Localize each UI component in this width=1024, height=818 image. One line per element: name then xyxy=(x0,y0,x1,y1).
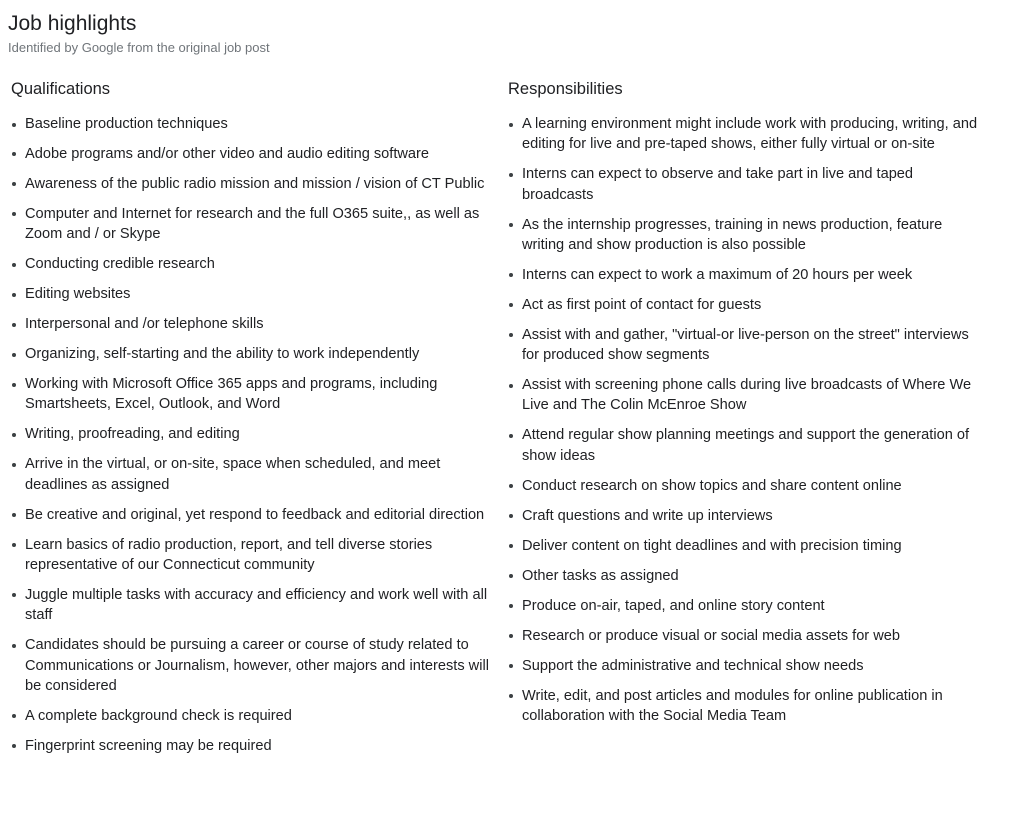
responsibilities-heading: Responsibilities xyxy=(508,80,623,98)
qualification-item: Candidates should be pursuing a career or course of study related to Communications or Journalism, however, other majors and interests will be considered xyxy=(11,635,491,696)
qualification-item: A complete background check is required xyxy=(11,706,491,726)
qualifications-heading: Qualifications xyxy=(11,80,111,98)
qualification-item: Adobe programs and/or other video and audio editing software xyxy=(11,144,491,164)
responsibility-item: Support the administrative and technical show needs xyxy=(508,656,988,676)
qualification-item: Organizing, self-starting and the ability to work independently xyxy=(11,344,491,364)
responsibility-item: Other tasks as assigned xyxy=(508,566,988,586)
responsibility-item: Write, edit, and post articles and modules for online publication in collaboration with the Social Media Team xyxy=(508,686,988,727)
page-title: Job highlights xyxy=(8,12,137,35)
qualification-item: Editing websites xyxy=(11,284,491,304)
responsibility-item: Interns can expect to observe and take part in live and taped broadcasts xyxy=(508,164,988,205)
responsibility-item: Act as first point of contact for guests xyxy=(508,295,988,315)
responsibility-item: Assist with screening phone calls during live broadcasts of Where We Live and The Colin McEnroe Show xyxy=(508,375,988,416)
responsibility-item: A learning environment might include work with producing, writing, and editing for live and pre-taped shows, either fully virtual or on-site xyxy=(508,114,988,155)
qualification-item: Awareness of the public radio mission and mission / vision of CT Public xyxy=(11,174,491,194)
page-subtitle: Identified by Google from the original job post xyxy=(8,40,270,55)
qualification-item: Fingerprint screening may be required xyxy=(11,736,491,756)
qualification-item: Computer and Internet for research and the full O365 suite,, as well as Zoom and / or Skype xyxy=(11,204,491,245)
qualification-item: Baseline production techniques xyxy=(11,114,491,134)
qualification-item: Learn basics of radio production, report, and tell diverse stories representative of our Connecticut community xyxy=(11,535,491,576)
responsibility-item: As the internship progresses, training in news production, feature writing and show production is also possible xyxy=(508,215,988,256)
responsibility-item: Assist with and gather, "virtual-or live-person on the street" interviews for produced show segments xyxy=(508,325,988,366)
qualification-item: Interpersonal and /or telephone skills xyxy=(11,314,491,334)
qualification-item: Writing, proofreading, and editing xyxy=(11,424,491,444)
job-highlights-header xyxy=(8,10,270,56)
responsibility-item: Produce on-air, taped, and online story content xyxy=(508,596,988,616)
responsibilities-section xyxy=(508,78,988,736)
responsibility-item: Deliver content on tight deadlines and with precision timing xyxy=(508,536,988,556)
qualification-item: Working with Microsoft Office 365 apps and programs, including Smartsheets, Excel, Outlook, and Word xyxy=(11,374,491,415)
qualifications-section xyxy=(11,78,491,766)
responsibility-item: Conduct research on show topics and share content online xyxy=(508,476,988,496)
qualification-item: Be creative and original, yet respond to feedback and editorial direction xyxy=(11,505,491,525)
responsibility-item: Attend regular show planning meetings and support the generation of show ideas xyxy=(508,425,988,466)
responsibility-item: Research or produce visual or social media assets for web xyxy=(508,626,988,646)
responsibility-item: Interns can expect to work a maximum of 20 hours per week xyxy=(508,265,988,285)
qualification-item: Juggle multiple tasks with accuracy and efficiency and work well with all staff xyxy=(11,585,491,626)
responsibilities-list xyxy=(508,114,988,726)
qualification-item: Arrive in the virtual, or on-site, space when scheduled, and meet deadlines as assigned xyxy=(11,454,491,495)
qualifications-list xyxy=(11,114,491,756)
qualification-item: Conducting credible research xyxy=(11,254,491,274)
responsibility-item: Craft questions and write up interviews xyxy=(508,506,988,526)
